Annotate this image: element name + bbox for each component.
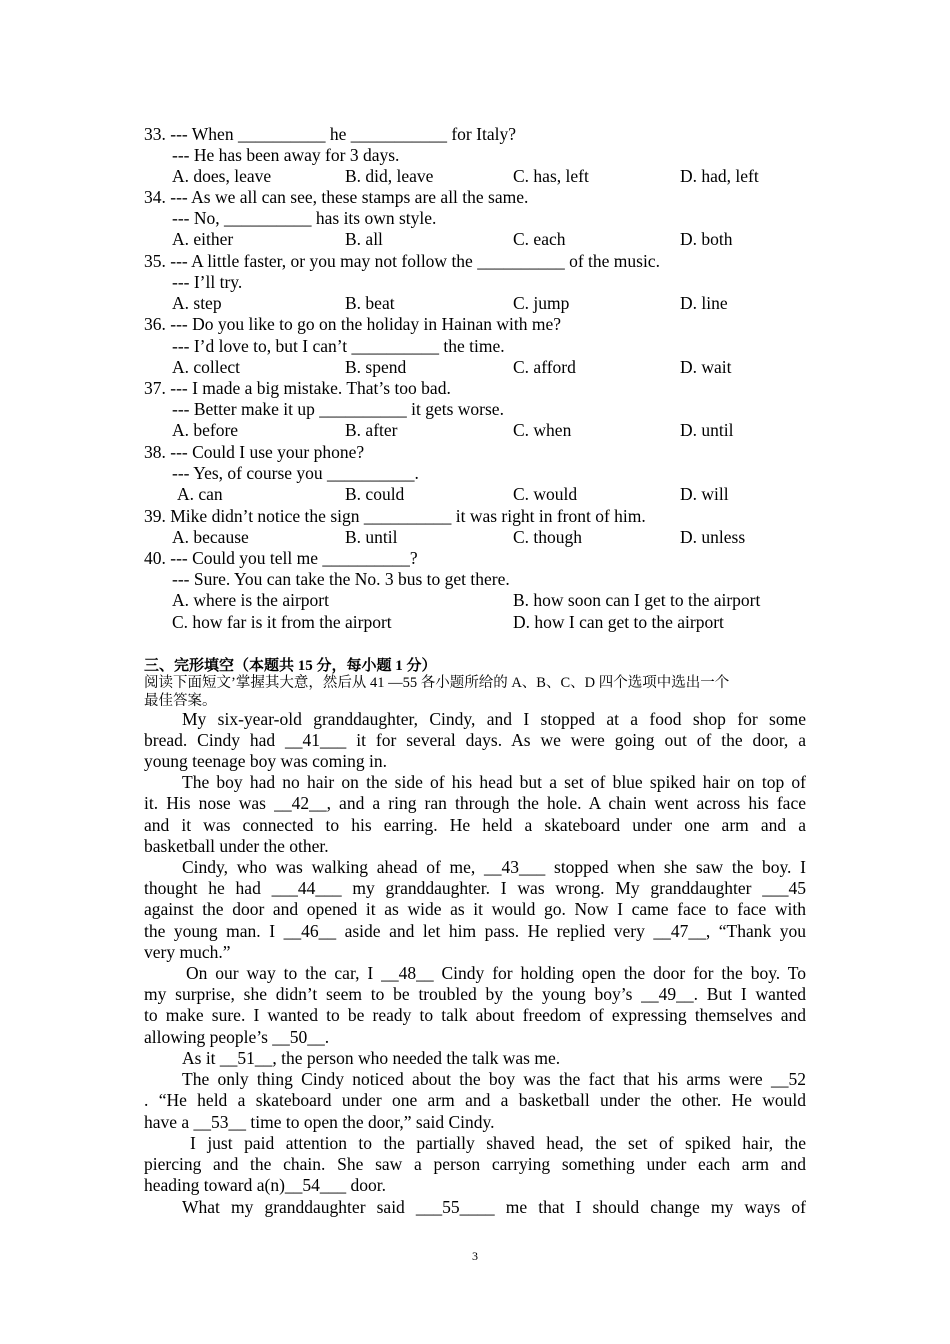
section-heading: 三、完形填空（本题共 15 分，每小题 1 分） <box>144 658 437 674</box>
passage-line: allowing people’s __50__. <box>144 1027 330 1047</box>
option-34-c: C. each <box>513 229 566 249</box>
option-37-c: C. when <box>513 420 572 440</box>
option-37-b: B. after <box>345 420 398 440</box>
passage-line: my surprise, she didn’t seem to be troubled by the young boy’s __49__. But I wanted <box>144 984 806 1004</box>
option-39-c: C. though <box>513 527 583 547</box>
option-39-d: D. unless <box>680 527 746 547</box>
passage-line: bread. Cindy had __41___ it for several days. As we were going out of the door, a <box>144 730 806 750</box>
question-40-reply: --- Sure. You can take the No. 3 bus to get there. <box>172 569 510 589</box>
option-33-b: B. did, leave <box>345 166 434 186</box>
option-35-c: C. jump <box>513 293 570 313</box>
option-35-b: B. beat <box>345 293 395 313</box>
passage-line: to make sure. I wanted to be ready to talk about freedom of expressing themselves and <box>144 1005 806 1025</box>
option-33-d: D. had, left <box>680 166 759 186</box>
option-38-a: A. can <box>177 484 223 504</box>
section-instruction-line-2: 最佳答案。 <box>144 693 217 709</box>
passage-line: heading toward a(n)__54___ door. <box>144 1175 387 1195</box>
option-38-c: C. would <box>513 484 578 504</box>
passage-line: the young man. I __46__ aside and let him pass. He replied very __47__, “Thank you <box>144 921 806 941</box>
passage-line: against the door and opened it as wide as it would go. Now I came face to face with <box>144 899 806 919</box>
option-38-d: D. will <box>680 484 729 504</box>
passage-line: As it __51__, the person who needed the talk was me. <box>182 1048 561 1068</box>
option-38-b: B. could <box>345 484 405 504</box>
option-40-a: A. where is the airport <box>172 590 329 610</box>
option-40-d: D. how I can get to the airport <box>513 612 724 632</box>
section-instruction-line-1: 阅读下面短文’掌握其大意，然后从 41 —55 各小题所给的 A、B、C、D 四个选项中选出一个 <box>144 675 730 691</box>
question-39-stem: 39. Mike didn’t notice the sign __________ it was right in front of him. <box>144 506 646 526</box>
option-37-d: D. until <box>680 420 734 440</box>
option-39-b: B. until <box>345 527 398 547</box>
option-40-c: C. how far is it from the airport <box>172 612 392 632</box>
passage-line: The boy had no hair on the side of his head but a set of blue spiked hair on top of <box>182 772 806 792</box>
page-number: 3 <box>472 1249 478 1263</box>
option-33-c: C. has, left <box>513 166 589 186</box>
option-33-a: A. does, leave <box>172 166 272 186</box>
passage-line: basketball under the other. <box>144 836 329 856</box>
option-35-d: D. line <box>680 293 728 313</box>
option-36-a: A. collect <box>172 357 241 377</box>
option-34-a: A. either <box>172 229 234 249</box>
question-38-stem: 38. --- Could I use your phone? <box>144 442 365 462</box>
option-40-b: B. how soon can I get to the airport <box>513 590 761 610</box>
passage-line: Cindy, who was walking ahead of me, __43___ stopped when she saw the boy. I <box>182 857 806 877</box>
option-37-a: A. before <box>172 420 239 440</box>
passage-line: The only thing Cindy noticed about the boy was the fact that his arms were __52 <box>182 1069 806 1089</box>
passage-line: My six-year-old granddaughter, Cindy, and I stopped at a food shop for some <box>182 709 806 729</box>
passage-line: very much.” <box>144 942 231 962</box>
option-36-d: D. wait <box>680 357 732 377</box>
question-40-stem: 40. --- Could you tell me __________? <box>144 548 418 568</box>
passage-line: young teenage boy was coming in. <box>144 751 388 771</box>
passage-line: On our way to the car, I __48__ Cindy for holding open the door for the boy. To <box>186 963 806 983</box>
option-35-a: A. step <box>172 293 222 313</box>
passage-line: What my granddaughter said ___55____ me that I should change my ways of <box>182 1197 806 1217</box>
passage-line: and it was connected to his earring. He held a skateboard under one arm and a <box>144 815 806 835</box>
option-34-d: D. both <box>680 229 733 249</box>
question-34-reply: --- No, __________ has its own style. <box>172 208 437 228</box>
passage-line: . “He held a skateboard under one arm and a basketball under the other. He would <box>144 1090 806 1110</box>
option-34-b: B. all <box>345 229 383 249</box>
question-33-stem: 33. --- When __________ he ___________ for Italy? <box>144 124 516 144</box>
question-35-reply: --- I’ll try. <box>172 272 243 292</box>
question-35-stem: 35. --- A little faster, or you may not follow the __________ of the music. <box>144 251 660 271</box>
option-36-b: B. spend <box>345 357 407 377</box>
question-33-reply: --- He has been away for 3 days. <box>172 145 400 165</box>
passage-line: thought he had ___44___ my granddaughter. I was wrong. My granddaughter ___45 <box>144 878 806 898</box>
question-36-stem: 36. --- Do you like to go on the holiday in Hainan with me? <box>144 314 562 334</box>
passage-line: have a __53__ time to open the door,” said Cindy. <box>144 1112 495 1132</box>
question-37-reply: --- Better make it up __________ it gets worse. <box>172 399 504 419</box>
passage-line: I just paid attention to the partially shaved head, the set of spiked hair, the <box>190 1133 806 1153</box>
passage-line: it. His nose was __42__, and a ring ran through the hole. A chain went across his face <box>144 793 806 813</box>
question-38-reply: --- Yes, of course you __________. <box>172 463 419 483</box>
question-34-stem: 34. --- As we all can see, these stamps are all the same. <box>144 187 529 207</box>
option-36-c: C. afford <box>513 357 576 377</box>
question-36-reply: --- I’d love to, but I can’t __________ the time. <box>172 336 505 356</box>
passage-line: piercing and the chain. She saw a person carrying something under each arm and <box>144 1154 806 1174</box>
option-39-a: A. because <box>172 527 249 547</box>
question-37-stem: 37. --- I made a big mistake. That’s too bad. <box>144 378 451 398</box>
